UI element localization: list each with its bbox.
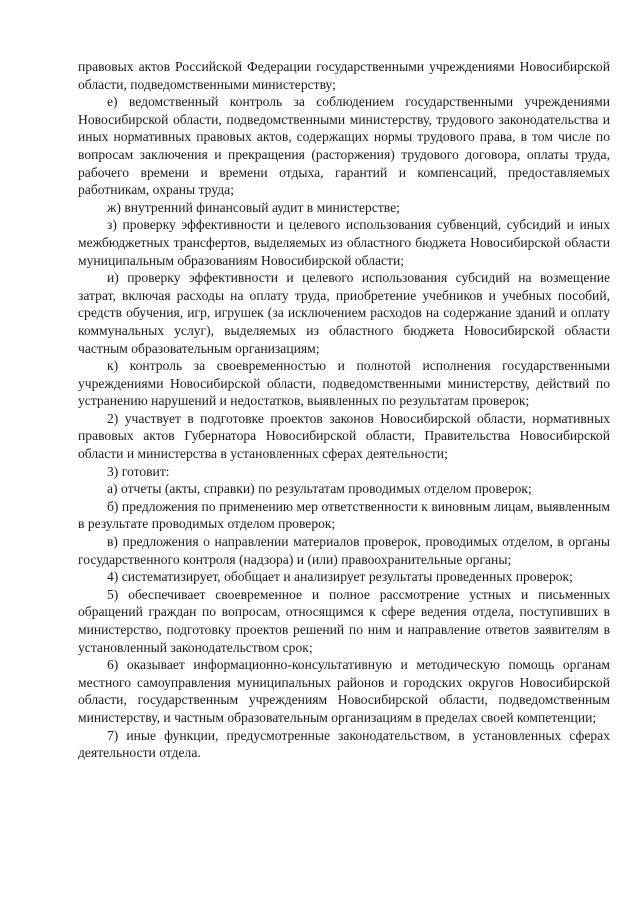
paragraph-continuation: правовых актов Российской Федерации государственными учреждениями Новосибирской области, подведомственными министерству; <box>78 59 610 92</box>
paragraph-item-7: 7) иные функции, предусмотренные законодательством, в установленных сферах деятельности отдела. <box>78 727 610 761</box>
paragraph-item-zh: ж) внутренний финансовый аудит в министерстве; <box>107 199 400 215</box>
paragraph-item-3v: в) предложения о направлении материалов проверок, проводимых отделом, в органы государственного контроля (надзора) и (или) правоохранительные органы; <box>78 534 610 567</box>
paragraph-item-i: и) проверку эффективности и целевого использования субсидий на возмещение затрат, включая расходы на оплату труда, приобретение учебников и учебных пособий, средств обучения, игр, игрушек (за исключением расходов на содержание зданий и оплату коммунальных услуг), выделяемых из областного бюджета Новосибирской области частным образовательным организациям; <box>78 270 610 356</box>
paragraph-item-6: 6) оказывает информационно-консультативную и методическую помощь органам местного самоуправления муниципальных районов и городских округов Новосибирской области, государственным учреждениям Новосибирской области, подведомственным министерству, и частным образовательным организациям в пределах своей компетенции; <box>78 657 610 725</box>
paragraph-item-k: к) контроль за своевременностью и полнотой исполнения государственными учреждениями Новосибирской области, подведомственными министерству, действий по устранению нарушений и недостатков, выявленных по результатам проверок; <box>78 358 610 409</box>
document-page <box>78 58 610 762</box>
paragraph-item-z: з) проверку эффективности и целевого использования субвенций, субсидий и иных межбюджетных трансфертов, выделяемых из областного бюджета Новосибирской области муниципальным образованиям Новосибирской области; <box>78 217 610 268</box>
paragraph-item-2: 2) участвует в подготовке проектов законов Новосибирской области, нормативных правовых актов Губернатора Новосибирской области, Правительства Новосибирской области и министерства в установленных сферах деятельности; <box>78 410 610 462</box>
paragraph-item-3b: б) предложения по применению мер ответственности к виновным лицам, выявленным в результате проводимых отделом проверок; <box>78 498 610 532</box>
paragraph-item-5: 5) обеспечивает своевременное и полное рассмотрение устных и письменных обращений граждан по вопросам, относящимся к сфере ведения отдела, поступивших в министерство, подготовку проектов решений по ним и направление ответов заявителям в установленный законодательством срок; <box>78 586 610 655</box>
paragraph-item-4: 4) систематизирует, обобщает и анализирует результаты проведенных проверок; <box>107 569 573 585</box>
paragraph-item-e: е) ведомственный контроль за соблюдением государственными учреждениями Новосибирской области, подведомственными министерству, трудового законодательства и иных нормативных правовых актов, содержащих нормы трудового права, в том числе по вопросам заключения и прекращения (расторжения) трудового договора, оплаты труда, рабочего времени и времени отдыха, гарантий и компенсаций, предоставляемых работникам, охраны труда; <box>78 94 610 198</box>
paragraph-item-3: 3) готовит: <box>107 463 170 479</box>
paragraph-item-3a: а) отчеты (акты, справки) по результатам проводимых отделом проверок; <box>107 481 532 497</box>
